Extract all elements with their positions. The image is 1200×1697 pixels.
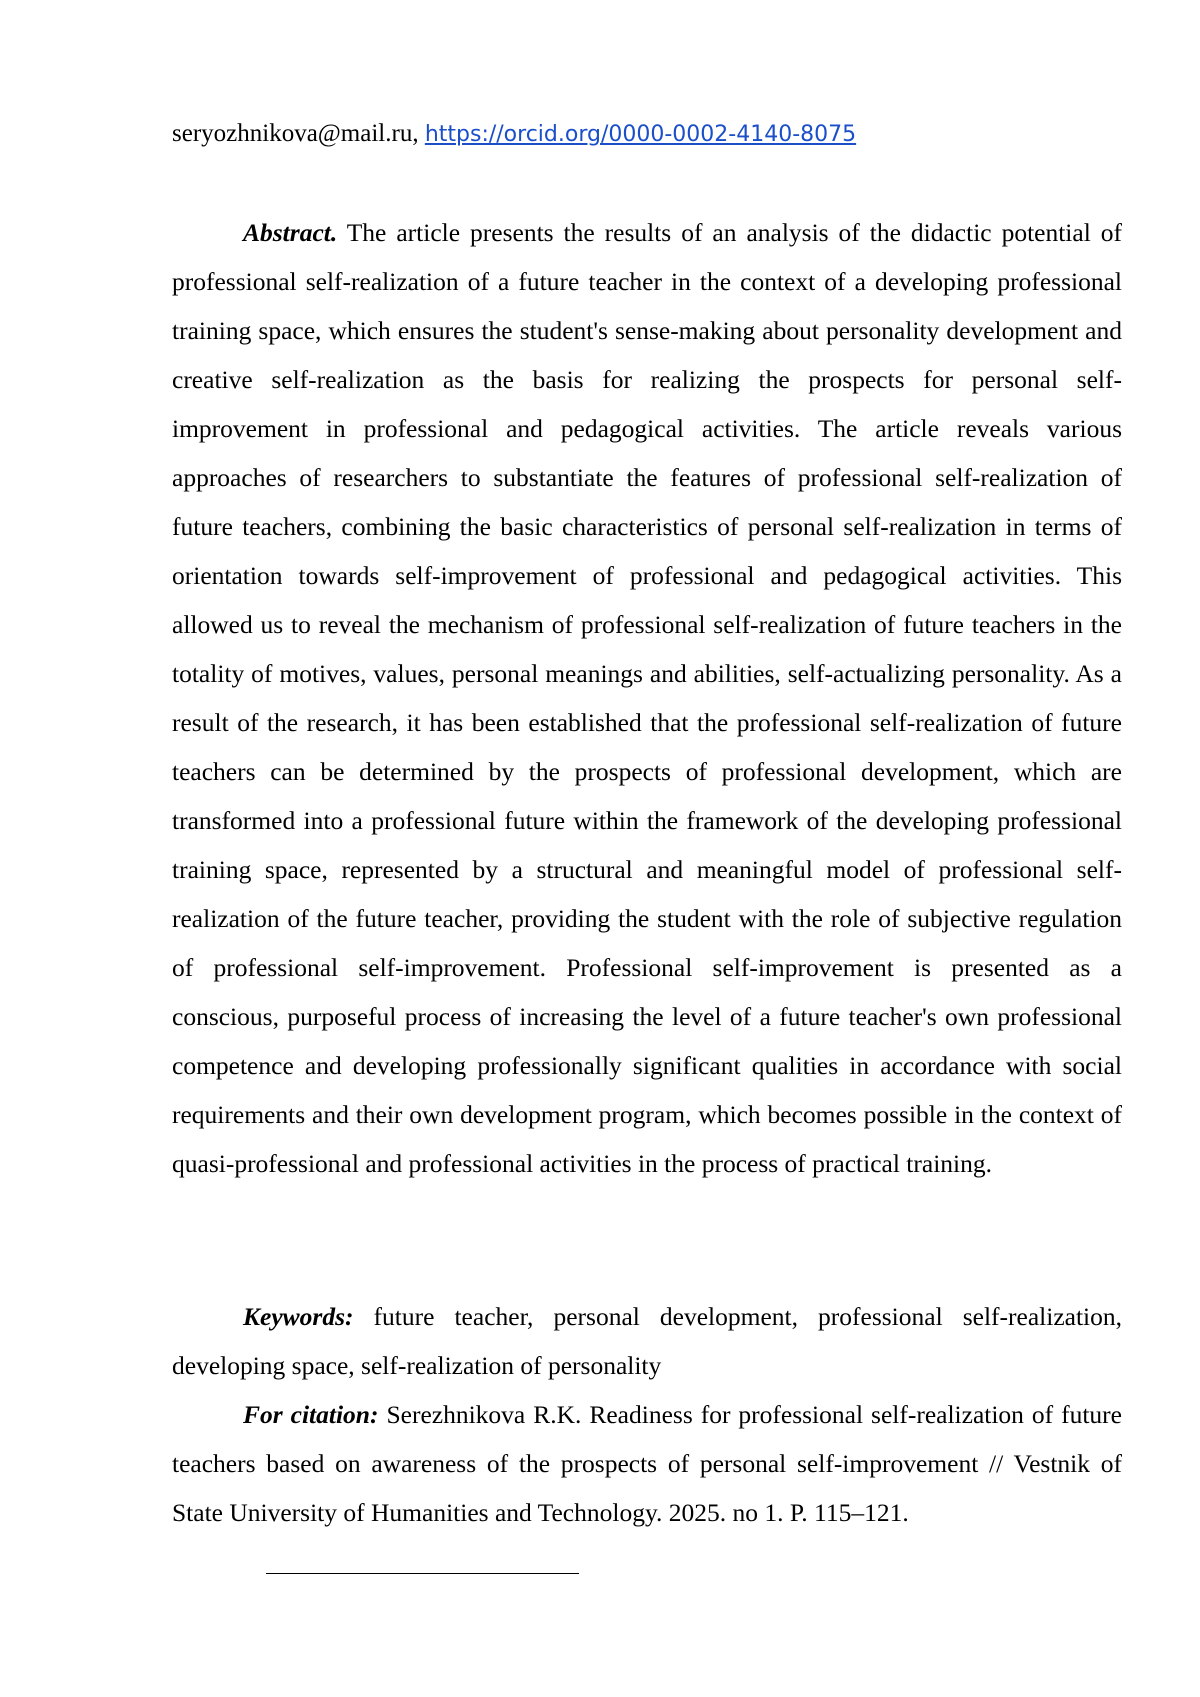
keywords-paragraph bbox=[172, 1292, 1122, 1390]
footnote-separator bbox=[266, 1573, 579, 1574]
keywords-text: future teacher, personal development, professional self-realization, developing space, self-realization of personality bbox=[172, 1302, 1122, 1380]
abstract-text: The article presents the results of an analysis of the didactic potential of professional self-realization of a future teacher in the context of a developing professional training space, which ensures the student's sense-making about personality development and creative self-realization as the basis for realizing the prospects for personal self-improvement in professional and pedagogical activities. The article reveals various approaches of researchers to substantiate the features of professional self-realization of future teachers, combining the basic characteristics of personal self-realization in terms of orientation towards self-improvement of professional and pedagogical activities. This allowed us to reveal the mechanism of professional self-realization of future teachers in the totality of motives, values, personal meanings and abilities, self-actualizing personality. As a result of the research, it has been established that the professional self-realization of future teachers can be determined by the prospects of professional development, which are transformed into a professional future within the framework of the developing professional training space, represented by a structural and meaningful model of professional self-realization of the future teacher, providing the student with the role of subjective regulation of professional self-improvement. Professional self-improvement is presented as a conscious, purposeful process of increasing the level of a future teacher's own professional competence and developing professionally significant qualities in accordance with social requirements and their own development program, which becomes possible in the context of quasi-professional and professional activities in the process of practical training. bbox=[172, 218, 1122, 1178]
citation-text: Serezhnikova R.K. Readiness for professional self-realization of future teachers based on awareness of the prospects of personal self-improvement // Vestnik of State University of Humanities and Technology. 2025. no 1. P. 115–121. bbox=[172, 1400, 1122, 1527]
keywords-label: Keywords: bbox=[243, 1302, 354, 1331]
keywords-section bbox=[172, 1292, 1122, 1390]
citation-paragraph bbox=[172, 1390, 1122, 1537]
citation-section bbox=[172, 1390, 1122, 1537]
document-page bbox=[0, 0, 1200, 1697]
abstract-label: Abstract. bbox=[243, 218, 337, 247]
citation-label: For citation: bbox=[243, 1400, 378, 1429]
author-contact-line bbox=[172, 116, 856, 153]
abstract-paragraph bbox=[172, 208, 1122, 1188]
author-email: seryozhnikova@mail.ru, bbox=[172, 120, 419, 147]
orcid-link[interactable]: https://orcid.org/0000-0002-4140-8075 bbox=[425, 122, 856, 147]
abstract-section bbox=[172, 208, 1122, 1188]
